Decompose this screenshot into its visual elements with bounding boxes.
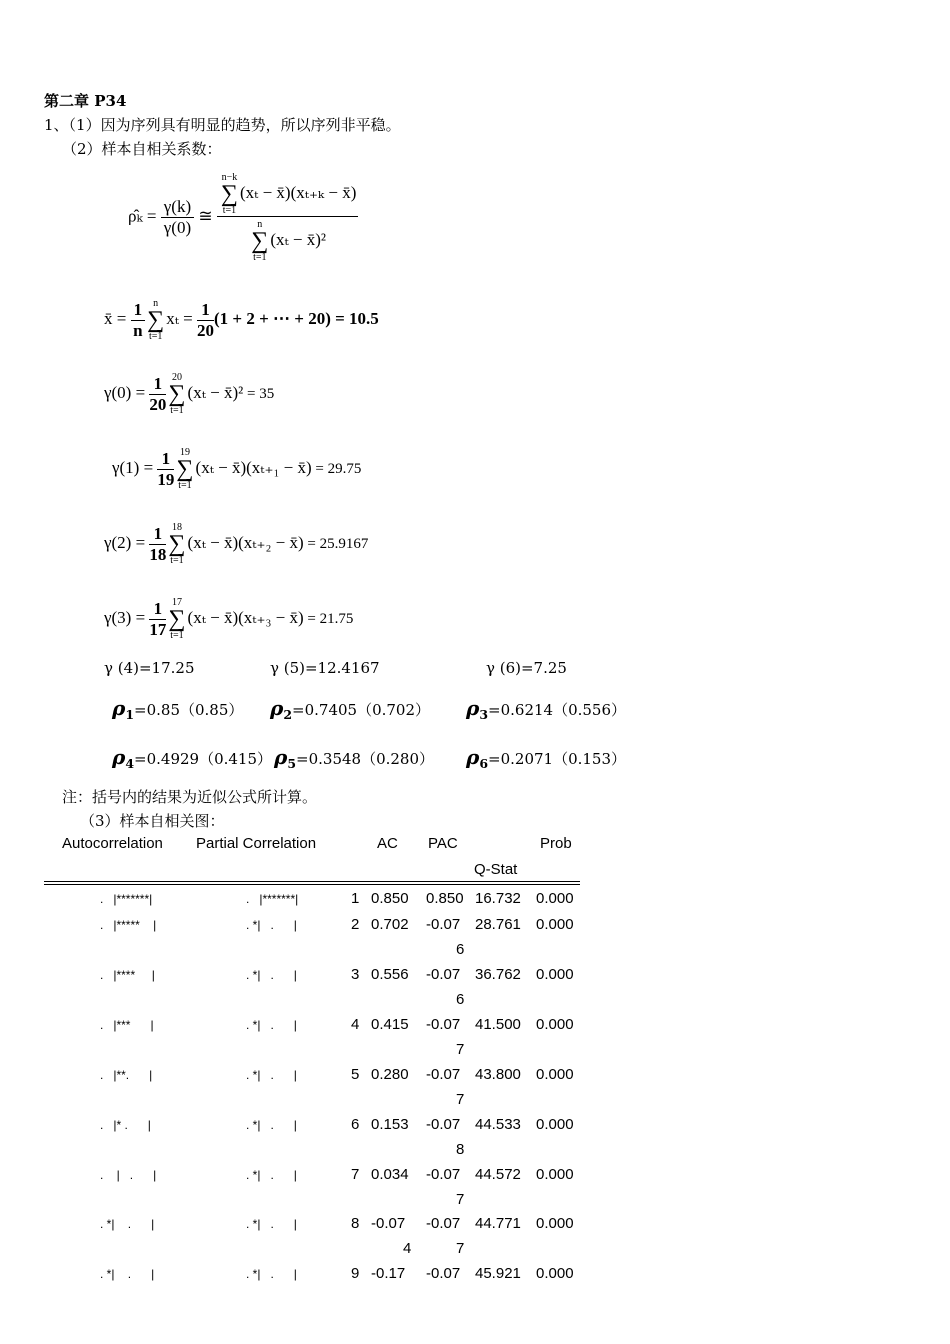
sum-symbol: n−k ∑ t=1 xyxy=(220,172,238,216)
prob-cell: 0.000 xyxy=(536,890,574,907)
frac-num: 1 xyxy=(149,599,166,620)
header-rule-top xyxy=(44,881,580,882)
pac-bar-plot: . *| . | xyxy=(246,1118,297,1132)
prob-cell: 0.000 xyxy=(536,916,574,933)
mean-result: (1 + 2 + ⋯ + 20) = 10.5 xyxy=(213,308,379,328)
sum-symbol: 20 ∑ t=1 xyxy=(168,372,186,416)
pac-bar-plot: . *| . | xyxy=(246,1267,297,1281)
gamma-expression: (xₜ − x̄)(xₜ₊₃ − x̄) xyxy=(187,607,304,627)
prob-cell: 0.000 xyxy=(536,1265,574,1282)
qstat-cell: 43.800 xyxy=(475,1066,521,1083)
rho-subscript: 1 xyxy=(125,707,135,722)
header-partial-correlation: Partial Correlation xyxy=(196,835,317,852)
rho-symbol: ρ xyxy=(112,696,126,720)
pac-cell: -0.07 xyxy=(426,1116,461,1133)
sum-upper: n−k xyxy=(221,172,238,183)
pac-cell: -0.07 xyxy=(426,1066,461,1083)
ac-bar-plot: . |*******| xyxy=(100,892,153,906)
fraction xyxy=(149,374,166,415)
frac-num: 1 xyxy=(197,300,214,321)
lag-cell: 1 xyxy=(351,890,360,907)
ac-bar-plot: . |***** | xyxy=(100,918,157,932)
pac-cell: -0.07 xyxy=(426,1215,461,1232)
gamma3-formula xyxy=(104,597,353,641)
gamma0-formula xyxy=(104,372,274,416)
sum-lower: t=1 xyxy=(170,555,184,566)
gamma-lhs: γ(2) = xyxy=(104,532,150,552)
sum-ratio xyxy=(217,172,359,263)
table-row xyxy=(0,1066,950,1108)
fraction xyxy=(157,449,174,490)
fraction xyxy=(131,300,146,341)
table-row xyxy=(0,1265,950,1285)
rho-subscript: 3 xyxy=(479,707,489,722)
table-row xyxy=(0,1016,950,1058)
header-ac: AC xyxy=(377,835,398,852)
ac-bar-plot: . |**. | xyxy=(100,1068,153,1082)
sum-lower: t=1 xyxy=(148,331,163,342)
lag-cell: 4 xyxy=(351,1016,360,1033)
frac-den: 20 xyxy=(149,394,167,414)
frac-den: 17 xyxy=(149,619,167,639)
gamma5-value: γ (5)=12.4167 xyxy=(270,659,380,677)
rho-symbol: ρ xyxy=(112,745,126,769)
table-row xyxy=(0,1116,950,1158)
pac-cell: -0.07 xyxy=(426,916,461,933)
ac-cell: -0.17 xyxy=(371,1265,406,1282)
ac-bar-plot: . |* . | xyxy=(100,1118,151,1132)
sum-symbol: 19 ∑ t=1 xyxy=(176,447,194,491)
ac-cell: 0.280 xyxy=(371,1066,409,1083)
pac-cell-wrap: 6 xyxy=(456,991,465,1008)
ac-cell: 0.153 xyxy=(371,1116,409,1133)
frac-den: n xyxy=(133,320,143,340)
pac-cell: -0.07 xyxy=(426,1166,461,1183)
rho-number: =0.3548（0.280） xyxy=(296,750,435,768)
mean-formula xyxy=(104,298,379,342)
pac-cell: -0.07 xyxy=(426,966,461,983)
rho-subscript: 5 xyxy=(287,756,297,771)
qstat-cell: 41.500 xyxy=(475,1016,521,1033)
gamma-lhs: γ(0) = xyxy=(104,382,150,402)
lag-cell: 9 xyxy=(351,1265,360,1282)
qstat-cell: 16.732 xyxy=(475,890,521,907)
rho-number: =0.6214（0.556） xyxy=(488,701,627,719)
frac-den: 20 xyxy=(196,320,214,340)
qstat-cell: 36.762 xyxy=(475,966,521,983)
pac-cell-wrap: 6 xyxy=(456,941,465,958)
header-autocorrelation: Autocorrelation xyxy=(62,835,163,852)
prob-cell: 0.000 xyxy=(536,1116,574,1133)
gamma-lhs: γ(3) = xyxy=(104,607,150,627)
mean-expression: xₜ = xyxy=(166,308,197,328)
sum-symbol: n ∑ t=1 xyxy=(251,219,269,263)
lag-cell: 5 xyxy=(351,1066,360,1083)
gamma1-formula xyxy=(112,447,361,491)
frac-den: 18 xyxy=(149,544,167,564)
rho3-value xyxy=(466,696,626,722)
qstat-cell: 44.572 xyxy=(475,1166,521,1183)
gamma-expression: (xₜ − x̄)² xyxy=(187,382,244,402)
question-2-text: （2）样本自相关系数： xyxy=(62,140,222,158)
pac-bar-plot: . *| . | xyxy=(246,968,297,982)
ac-cell: 0.415 xyxy=(371,1016,409,1033)
rho-hat-lhs: ρ̂ₖ = xyxy=(128,206,161,226)
gamma-expression: (xₜ − x̄)(xₜ₊₁ − x̄) xyxy=(195,457,312,477)
lag-cell: 2 xyxy=(351,916,360,933)
ac-bar-plot: . |*** | xyxy=(100,1018,154,1032)
rho-number: =0.85（0.85） xyxy=(134,701,244,719)
fraction xyxy=(149,524,166,565)
sum-upper: 17 xyxy=(171,597,182,608)
pac-cell: -0.07 xyxy=(426,1016,461,1033)
qstat-cell: 44.771 xyxy=(475,1215,521,1232)
pac-cell-wrap: 8 xyxy=(456,1141,465,1158)
rho-symbol: ρ xyxy=(466,696,480,720)
ac-cell: 0.034 xyxy=(371,1166,409,1183)
sum-denominator xyxy=(217,217,359,263)
prob-cell: 0.000 xyxy=(536,1166,574,1183)
prob-cell: 0.000 xyxy=(536,1215,574,1232)
mean-lhs: x̄ = xyxy=(104,308,131,328)
sum-symbol: 18 ∑ t=1 xyxy=(168,522,186,566)
sum-upper: n xyxy=(257,219,263,230)
gamma-value: = 25.9167 xyxy=(303,535,369,552)
lag-cell: 3 xyxy=(351,966,360,983)
table-row xyxy=(0,1215,950,1257)
pac-cell-wrap: 7 xyxy=(456,1041,465,1058)
sum-upper: 19 xyxy=(179,447,190,458)
rho-subscript: 2 xyxy=(283,707,293,722)
pac-bar-plot: . *| . | xyxy=(246,1068,297,1082)
table-row xyxy=(0,1166,950,1208)
pac-cell-wrap: 7 xyxy=(456,1240,465,1257)
gamma-value: = 29.75 xyxy=(311,460,362,477)
pac-cell: 0.850 xyxy=(426,890,464,907)
ac-cell-wrap: 4 xyxy=(403,1240,412,1257)
rho-number: =0.4929（0.415） xyxy=(134,750,273,768)
acf-formula xyxy=(128,172,358,263)
sum-symbol: 17 ∑ t=1 xyxy=(168,597,186,641)
rho6-value xyxy=(466,745,626,771)
gamma2-formula xyxy=(104,522,368,566)
header-qstat: Q-Stat xyxy=(474,861,518,878)
gamma-expression: (xₜ − x̄)(xₜ₊₂ − x̄) xyxy=(187,532,304,552)
sum-lower: t=1 xyxy=(253,252,267,263)
table-row xyxy=(0,966,950,1008)
fraction xyxy=(197,300,214,341)
pac-cell-wrap: 7 xyxy=(456,1191,465,1208)
prob-cell: 0.000 xyxy=(536,1016,574,1033)
table-row xyxy=(0,890,950,910)
ac-cell: 0.850 xyxy=(371,890,409,907)
sum-symbol: n ∑ t=1 xyxy=(147,298,165,342)
frac-den: 19 xyxy=(157,469,175,489)
gamma-value: = 35 xyxy=(243,385,275,402)
gamma6-value: γ (6)=7.25 xyxy=(486,659,567,677)
frac-num: 1 xyxy=(131,300,146,321)
denominator-expression: (xₜ − x̄)² xyxy=(270,229,327,249)
sum-lower: t=1 xyxy=(170,405,184,416)
rho-symbol: ρ xyxy=(274,745,288,769)
prob-cell: 0.000 xyxy=(536,966,574,983)
rho-subscript: 6 xyxy=(479,756,489,771)
pac-bar-plot: . *| . | xyxy=(246,918,297,932)
sum-lower: t=1 xyxy=(170,630,184,641)
note-text: 注：括号内的结果为近似公式所计算。 xyxy=(62,788,318,806)
header-prob: Prob xyxy=(540,835,572,852)
frac-num: 1 xyxy=(157,449,174,470)
qstat-cell: 28.761 xyxy=(475,916,521,933)
rho-symbol: ρ xyxy=(466,745,480,769)
fraction xyxy=(149,599,166,640)
chapter-heading: 第二章 P34 xyxy=(44,92,127,110)
gamma-ratio xyxy=(161,197,194,238)
pac-bar-plot: . *| . | xyxy=(246,1168,297,1182)
pac-bar-plot: . *| . | xyxy=(246,1217,297,1231)
numerator-expression: (xₜ − x̄)(xₜ₊ₖ − x̄) xyxy=(239,182,357,202)
rho-symbol: ρ xyxy=(270,696,284,720)
rho-number: =0.7405（0.702） xyxy=(292,701,431,719)
ac-bar-plot: . *| . | xyxy=(100,1217,155,1231)
ac-bar-plot: . | . | xyxy=(100,1168,157,1182)
rho1-value xyxy=(112,696,243,722)
ac-bar-plot: . |**** | xyxy=(100,968,155,982)
frac-num: 1 xyxy=(149,374,166,395)
sum-upper: n xyxy=(153,298,159,309)
ac-cell: 0.702 xyxy=(371,916,409,933)
rho2-value xyxy=(270,696,430,722)
header-rule-bottom xyxy=(44,884,580,885)
gamma4-value: γ (4)=17.25 xyxy=(104,659,195,677)
ac-cell: 0.556 xyxy=(371,966,409,983)
gamma-k: γ(k) xyxy=(161,197,194,218)
sum-upper: 20 xyxy=(171,372,182,383)
pac-cell-wrap: 7 xyxy=(456,1091,465,1108)
sum-lower: t=1 xyxy=(222,205,237,216)
qstat-cell: 45.921 xyxy=(475,1265,521,1282)
approx-sign: ≅ xyxy=(194,206,217,226)
prob-cell: 0.000 xyxy=(536,1066,574,1083)
rho-subscript: 4 xyxy=(125,756,135,771)
rho4-value xyxy=(112,745,272,771)
pac-bar-plot: . *| . | xyxy=(246,1018,297,1032)
table-row xyxy=(0,916,950,958)
question-3-text: （3）样本自相关图： xyxy=(80,812,225,830)
rho-number: =0.2071（0.153） xyxy=(488,750,627,768)
header-pac: PAC xyxy=(428,835,458,852)
sum-lower: t=1 xyxy=(178,480,192,491)
lag-cell: 8 xyxy=(351,1215,360,1232)
gamma-lhs: γ(1) = xyxy=(112,457,158,477)
gamma-0: γ(0) xyxy=(163,218,192,237)
ac-cell: -0.07 xyxy=(371,1215,406,1232)
pac-cell: -0.07 xyxy=(426,1265,461,1282)
sum-upper: 18 xyxy=(171,522,182,533)
frac-num: 1 xyxy=(149,524,166,545)
ac-bar-plot: . *| . | xyxy=(100,1267,155,1281)
lag-cell: 6 xyxy=(351,1116,360,1133)
gamma-value: = 21.75 xyxy=(303,610,354,627)
qstat-cell: 44.533 xyxy=(475,1116,521,1133)
lag-cell: 7 xyxy=(351,1166,360,1183)
question-1-text: 1、（1）因为序列具有明显的趋势，所以序列非平稳。 xyxy=(44,116,401,134)
pac-bar-plot: . |*******| xyxy=(246,892,299,906)
sum-numerator xyxy=(217,172,359,217)
rho5-value xyxy=(274,745,434,771)
